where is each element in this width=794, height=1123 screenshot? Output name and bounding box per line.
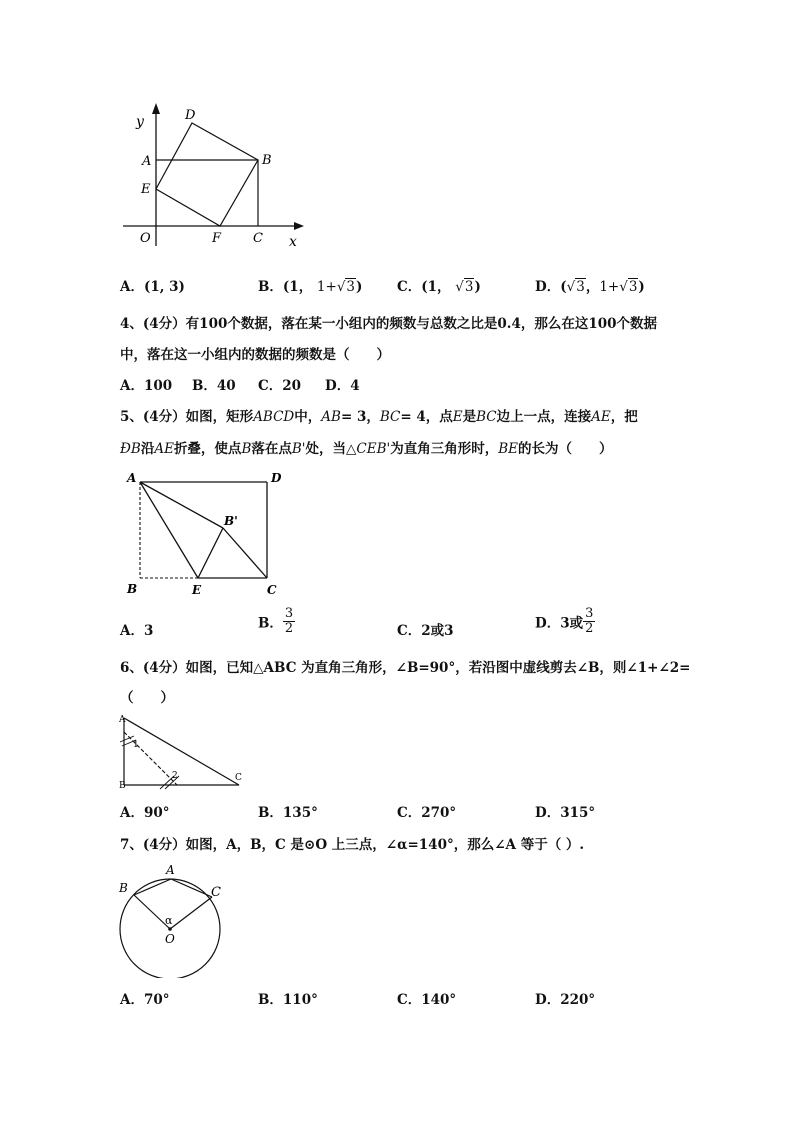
figure-coordinate-square xyxy=(118,100,318,250)
q5-option-d: D．3或 $\frac{3}{2}$ xyxy=(535,606,594,636)
label-a: A xyxy=(142,154,152,169)
q4-line-2: 中，落在这一小组内的数据的频数是（ ） xyxy=(120,347,390,363)
q4-option-b: B．40 xyxy=(192,378,236,394)
figure-circle xyxy=(115,858,235,978)
label-y: y xyxy=(136,114,144,130)
q6-option-b: B．135° xyxy=(258,805,318,821)
q7-option-a: A．70° xyxy=(120,992,170,1008)
label-c: C xyxy=(211,885,221,900)
label-c: C xyxy=(267,583,277,597)
q4-option-a: A．100 xyxy=(120,378,173,394)
label-c: C xyxy=(253,231,263,246)
label-1: 1 xyxy=(133,740,139,750)
label-b: B xyxy=(119,781,126,790)
label-b: B xyxy=(119,881,128,895)
q4-option-d: D．4 xyxy=(325,378,360,394)
label-2: 2 xyxy=(172,771,178,781)
label-c: C xyxy=(235,773,242,783)
figure-rectangle-fold xyxy=(118,465,293,600)
figure-right-triangle xyxy=(115,710,250,790)
q7-option-b: B．110° xyxy=(258,992,318,1008)
q7-line-1: 7、(4分）如图，A，B，C 是⊙O 上三点，∠α=140°，那么∠A 等于（ ）. xyxy=(120,837,585,853)
q6-option-a: A．90° xyxy=(120,805,170,821)
q5-option-b: B． $\frac{3}{2}$ xyxy=(258,606,294,636)
label-alpha: α xyxy=(165,914,173,927)
q3-option-c: C．(1， √3) xyxy=(397,279,481,295)
q6-option-c: C．270° xyxy=(397,805,457,821)
q3-option-b: B．(1， 1+√3) xyxy=(258,279,363,295)
label-a: A xyxy=(119,715,126,725)
cut-dashed-line xyxy=(124,732,177,785)
y-axis-arrow xyxy=(152,103,160,114)
q4-option-c: C．20 xyxy=(258,378,302,394)
label-e: E xyxy=(141,182,151,197)
label-a: A xyxy=(166,863,175,877)
label-b-prime: B' xyxy=(224,514,238,528)
label-o: O xyxy=(165,932,175,946)
q5-option-c: C．2或3 xyxy=(397,623,454,639)
q4-line-1: 4、(4分）有100个数据，落在某一小组内的频数与总数之比是0.4，那么在这100个数据 xyxy=(120,316,658,332)
q6-line-2: （ ） xyxy=(120,690,174,706)
q3-option-d: D．(√3，1+√3) xyxy=(535,279,645,295)
label-x: x xyxy=(289,234,297,250)
label-a: A xyxy=(127,471,137,485)
label-b: B xyxy=(262,153,272,168)
label-e: E xyxy=(192,583,202,597)
label-o: O xyxy=(140,231,151,246)
q6-option-d: D．315° xyxy=(535,805,596,821)
q5-option-a: A．3 xyxy=(120,623,154,639)
label-d: D xyxy=(185,108,196,123)
q5-line-2: ÐB沿AE折叠，使点B落在点B'处，当△CEB'为直角三角形时，BE的长为（ ） xyxy=(120,441,613,457)
q5-line-1: 5、(4分）如图，矩形ABCD中，AB= 3，BC= 4，点E是BC边上一点，连接AE，把 xyxy=(120,409,638,425)
q7-option-d: D．220° xyxy=(535,992,596,1008)
q3-option-a: A．(1, 3) xyxy=(120,279,185,295)
q6-line-1: 6、(4分）如图，已知△ABC 为直角三角形，∠B=90°，若沿图中虚线剪去∠B，则∠1+∠2= xyxy=(120,660,691,676)
x-axis-arrow xyxy=(294,222,304,230)
q7-option-c: C．140° xyxy=(397,992,457,1008)
square-dbfe xyxy=(156,123,258,226)
label-f: F xyxy=(212,231,222,246)
label-d: D xyxy=(271,471,282,485)
label-b: B xyxy=(127,582,138,596)
